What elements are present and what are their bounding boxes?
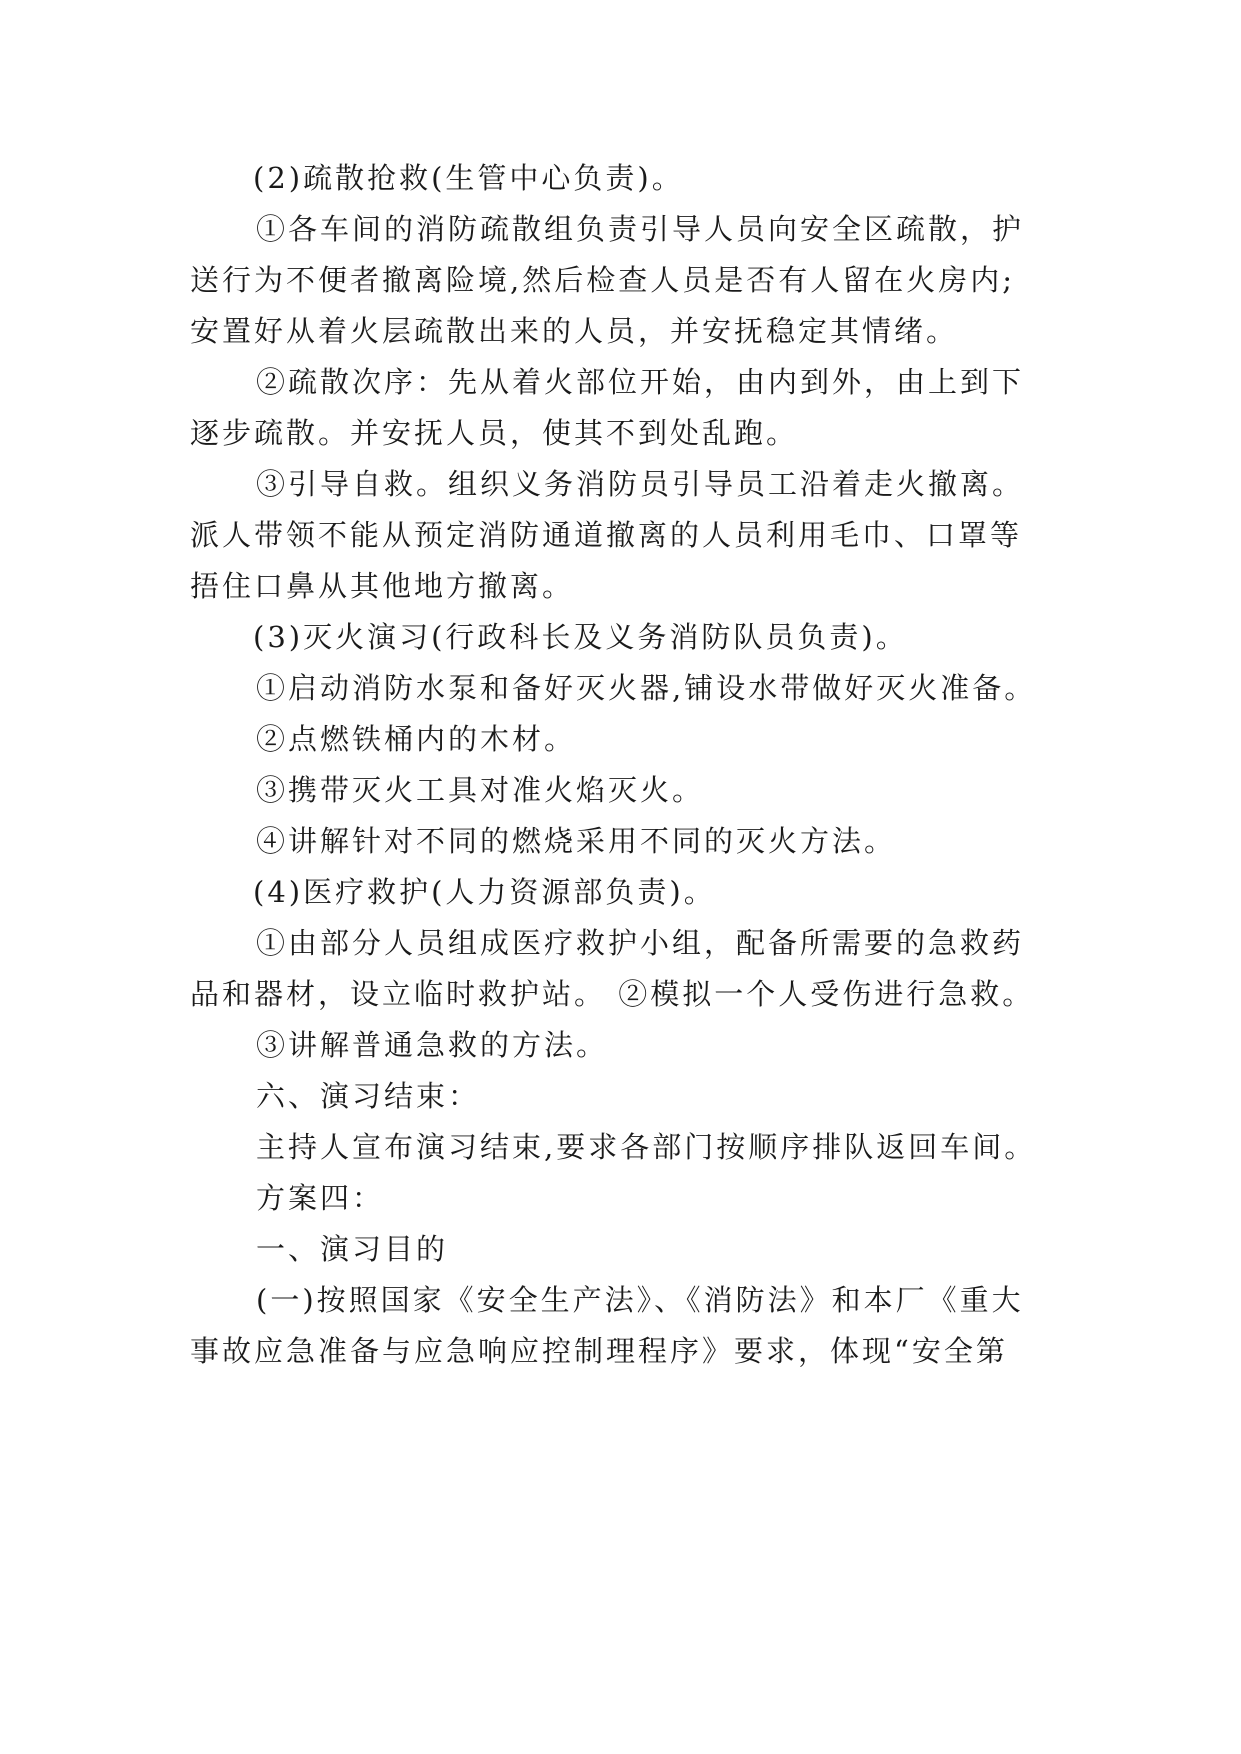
text-line: 主持人宣布演习结束,要求各部门按顺序排队返回车间。: [256, 1130, 1037, 1164]
text-line: 捂住口鼻从其他地方撤离。: [190, 569, 575, 603]
text-line: ①各车间的消防疏散组负责引导人员向安全区疏散，护: [256, 212, 1025, 246]
paragraph-heading-evacuation: (2)疏散抢救(生管中心负责)。: [253, 161, 684, 195]
paragraph-heading-medical: (4)医疗救护(人力资源部负责)。: [253, 875, 716, 909]
text-line: ②疏散次序：先从着火部位开始，由内到外，由上到下: [256, 365, 1025, 399]
text-line: 事故应急准备与应急响应控制理程序》要求，体现“安全第: [190, 1334, 1008, 1368]
text-line: ①由部分人员组成医疗救护小组，配备所需要的急救药: [256, 926, 1025, 960]
text-line: 品和器材，设立临时救护站。 ②模拟一个人受伤进行急救。: [190, 977, 1035, 1011]
plan-heading: 方案四：: [256, 1181, 385, 1215]
paragraph-heading-firefighting: (3)灭火演习(行政科长及义务消防队员负责)。: [253, 620, 908, 654]
text-line: 安置好从着火层疏散出来的人员，并安抚稳定其情绪。: [190, 314, 959, 348]
text-line: ④讲解针对不同的燃烧采用不同的灭火方法。: [256, 824, 897, 858]
text-line: 逐步疏散。并安抚人员，使其不到处乱跑。: [190, 416, 799, 450]
text-line: ①启动消防水泵和备好灭火器,铺设水带做好灭火准备。: [256, 671, 1037, 705]
section-heading-purpose: 一、演习目的: [256, 1232, 449, 1266]
text-line: 送行为不便者撤离险境,然后检查人员是否有人留在火房内;: [190, 263, 1015, 297]
text-line: ②点燃铁桶内的木材。: [256, 722, 577, 756]
text-line: (一)按照国家《安全生产法》、《消防法》和本厂《重大: [256, 1283, 1024, 1317]
text-line: ③引导自救。组织义务消防员引导员工沿着走火撤离。: [256, 467, 1025, 501]
text-line: ③讲解普通急救的方法。: [256, 1028, 609, 1062]
section-heading-end: 六、演习结束：: [256, 1079, 481, 1113]
text-line: 派人带领不能从预定消防通道撤离的人员利用毛巾、口罩等: [190, 518, 1023, 552]
text-line: ③携带灭火工具对准火焰灭火。: [256, 773, 705, 807]
